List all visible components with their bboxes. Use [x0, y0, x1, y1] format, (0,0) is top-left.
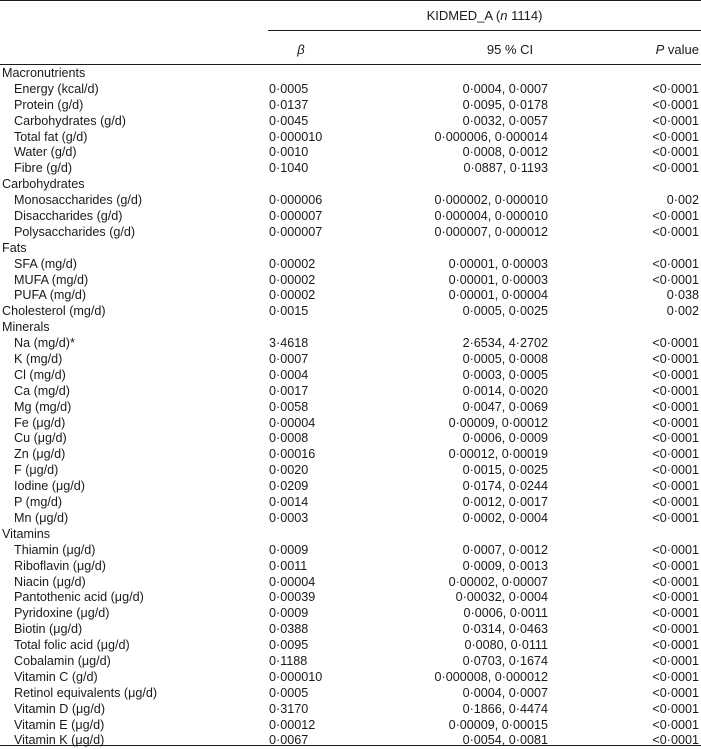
table-row — [0, 559, 701, 575]
row-p-value: <0·0001 — [652, 431, 699, 446]
row-beta: 0·0010 — [269, 145, 309, 160]
table-row — [0, 257, 701, 273]
row-label: Monosaccharides (g/d) — [14, 193, 143, 208]
row-p-value: <0·0001 — [652, 733, 699, 748]
table-row — [0, 193, 701, 209]
row-p-value: <0·0001 — [652, 224, 699, 239]
row-beta: 0·000007 — [269, 224, 323, 239]
row-beta: 0·1040 — [269, 161, 309, 176]
row-beta: 0·000010 — [269, 669, 323, 684]
row-p-value: <0·0001 — [652, 336, 699, 351]
beta-column-header: β — [297, 42, 305, 57]
table-row — [0, 447, 701, 463]
row-beta: 0·0067 — [269, 733, 309, 748]
table-row — [0, 638, 701, 654]
table-row — [0, 352, 701, 368]
row-ci: 0·00009, 0·00012 — [448, 415, 548, 430]
row-label: Pyridoxine (μg/d) — [14, 606, 110, 621]
row-p-value: 0·002 — [666, 304, 699, 319]
p-value-column-header — [656, 42, 699, 58]
row-p-value: <0·0001 — [652, 685, 699, 700]
row-label: Minerals — [2, 320, 50, 335]
row-label: Riboflavin (μg/d) — [14, 558, 106, 573]
row-ci: 0·000002, 0·000010 — [434, 193, 548, 208]
row-ci: 0·00012, 0·00019 — [448, 447, 548, 462]
table-row — [0, 590, 701, 606]
row-ci: 0·00009, 0·00015 — [448, 717, 548, 732]
table-row — [0, 543, 701, 559]
group-header-prefix: KIDMED_A ( — [426, 8, 501, 23]
row-p-value: <0·0001 — [652, 479, 699, 494]
row-label: Energy (kcal/d) — [14, 81, 99, 96]
row-p-value: <0·0001 — [652, 717, 699, 732]
row-beta: 0·0015 — [269, 304, 309, 319]
table-row — [0, 463, 701, 479]
row-beta: 0·00016 — [269, 447, 316, 462]
row-label: Total fat (g/d) — [14, 129, 88, 144]
row-ci: 0·0047, 0·0069 — [462, 399, 548, 414]
table-row — [0, 98, 701, 114]
row-beta: 0·1188 — [269, 653, 308, 668]
row-beta: 0·000010 — [269, 129, 323, 144]
table-row — [0, 416, 701, 432]
table-row — [0, 654, 701, 670]
row-ci: 0·000008, 0·000012 — [434, 669, 548, 684]
row-ci: 0·0003, 0·0005 — [462, 367, 548, 382]
row-ci: 0·0095, 0·0178 — [462, 97, 548, 112]
row-label: Cu (μg/d) — [14, 431, 67, 446]
row-label: Macronutrients — [2, 66, 86, 80]
row-label: Fats — [2, 240, 27, 255]
row-label: Vitamins — [2, 526, 51, 541]
row-label: PUFA (mg/d) — [14, 288, 87, 303]
row-beta: 0·00002 — [269, 256, 316, 271]
row-ci: 0·0032, 0·0057 — [462, 113, 548, 128]
row-p-value: <0·0001 — [652, 669, 699, 684]
table-row — [0, 130, 701, 146]
table-row — [0, 702, 701, 718]
table-row — [0, 622, 701, 638]
row-label: Ca (mg/d) — [14, 383, 70, 398]
row-beta: 3·4618 — [269, 336, 309, 351]
table-row — [0, 368, 701, 384]
group-header-n: n — [500, 8, 508, 23]
row-beta: 0·0003 — [269, 510, 309, 525]
table-row — [0, 82, 701, 98]
row-p-value: <0·0001 — [652, 463, 699, 478]
row-p-value: <0·0001 — [652, 638, 699, 653]
row-ci: 0·0006, 0·0011 — [463, 606, 548, 621]
row-ci: 0·0002, 0·0004 — [462, 510, 548, 525]
table-body — [0, 66, 701, 749]
row-label: MUFA (mg/d) — [14, 272, 89, 287]
row-beta: 0·0045 — [269, 113, 309, 128]
row-p-value: <0·0001 — [652, 622, 699, 637]
row-beta: 0·0005 — [269, 81, 309, 96]
row-ci: 0·0005, 0·0008 — [462, 352, 548, 367]
row-ci: 0·000007, 0·000012 — [434, 224, 548, 239]
row-label: Na (mg/d)* — [14, 336, 75, 351]
row-label: Protein (g/d) — [14, 97, 84, 112]
row-beta: 0·0058 — [269, 399, 309, 414]
table-section-row — [0, 66, 701, 82]
row-beta: 0·00012 — [269, 717, 316, 732]
table-row — [0, 273, 701, 289]
row-ci: 0·0174, 0·0244 — [462, 479, 548, 494]
table-row — [0, 670, 701, 686]
row-label: K (mg/d) — [14, 352, 63, 367]
table-section-row — [0, 177, 701, 193]
row-p-value: <0·0001 — [652, 574, 699, 589]
row-label: Vitamin C (g/d) — [14, 669, 98, 684]
row-p-value: <0·0001 — [652, 399, 699, 414]
table-row — [0, 511, 701, 527]
row-beta: 0·0020 — [269, 463, 309, 478]
table-row — [0, 606, 701, 622]
row-ci: 0·0014, 0·0020 — [462, 383, 548, 398]
row-p-value: 0·038 — [666, 288, 699, 303]
row-beta: 0·3170 — [269, 701, 309, 716]
row-ci: 0·0015, 0·0025 — [462, 463, 548, 478]
row-p-value: <0·0001 — [652, 209, 699, 224]
row-label: Mn (μg/d) — [14, 510, 69, 525]
row-beta: 0·0005 — [269, 685, 309, 700]
row-label: Water (g/d) — [14, 145, 77, 160]
row-ci: 0·00002, 0·00007 — [448, 574, 548, 589]
row-beta: 0·0014 — [269, 495, 309, 510]
table-section-row — [0, 241, 701, 257]
row-ci: 0·0012, 0·0017 — [462, 495, 548, 510]
table-section-row — [0, 304, 701, 320]
row-label: Fibre (g/d) — [14, 161, 73, 176]
table-row — [0, 209, 701, 225]
row-beta: 0·0017 — [269, 383, 309, 398]
row-label: Pantothenic acid (μg/d) — [14, 590, 144, 605]
row-p-value: <0·0001 — [652, 145, 699, 160]
row-p-value: <0·0001 — [652, 447, 699, 462]
row-p-value: <0·0001 — [652, 606, 699, 621]
row-p-value: <0·0001 — [652, 510, 699, 525]
table-row — [0, 384, 701, 400]
row-p-value: <0·0001 — [652, 352, 699, 367]
row-label: Zn (μg/d) — [14, 447, 66, 462]
row-ci: 0·0314, 0·0463 — [462, 622, 548, 637]
row-p-value: <0·0001 — [652, 542, 699, 557]
row-label: Iodine (μg/d) — [14, 479, 85, 494]
row-p-value: <0·0001 — [652, 272, 699, 287]
row-p-value: <0·0001 — [652, 495, 699, 510]
row-label: Carbohydrates — [2, 177, 85, 192]
table-row — [0, 431, 701, 447]
table-row — [0, 114, 701, 130]
row-ci: 0·000006, 0·000014 — [434, 129, 548, 144]
table-row — [0, 575, 701, 591]
row-beta: 0·0008 — [269, 431, 309, 446]
row-label: Polysaccharides (g/d) — [14, 224, 136, 239]
row-beta: 0·0009 — [269, 606, 309, 621]
row-beta: 0·0137 — [269, 97, 309, 112]
row-label: Vitamin D (μg/d) — [14, 701, 106, 716]
row-ci: 0·0004, 0·0007 — [462, 685, 548, 700]
table-row — [0, 686, 701, 702]
table-row — [0, 718, 701, 734]
row-beta: 0·0095 — [269, 638, 309, 653]
row-ci: 0·0008, 0·0012 — [462, 145, 548, 160]
row-beta: 0·00004 — [269, 574, 316, 589]
row-ci: 0·00032, 0·0004 — [455, 590, 548, 605]
table-row — [0, 479, 701, 495]
row-p-value: <0·0001 — [652, 653, 699, 668]
row-beta: 0·000006 — [269, 193, 323, 208]
row-label: Retinol equivalents (μg/d) — [14, 685, 158, 700]
row-p-value: <0·0001 — [652, 113, 699, 128]
table-row — [0, 733, 701, 749]
row-label: Cl (mg/d) — [14, 367, 66, 382]
row-label: Niacin (μg/d) — [14, 574, 86, 589]
row-p-value: <0·0001 — [652, 367, 699, 382]
row-label: Thiamin (μg/d) — [14, 542, 96, 557]
row-ci: 0·00001, 0·00003 — [448, 272, 548, 287]
row-ci: 0·0006, 0·0009 — [462, 431, 548, 446]
header-bottom-rule — [0, 64, 701, 65]
row-ci: 0·0080, 0·0111 — [464, 638, 548, 653]
group-header-suffix: 1114) — [507, 8, 543, 23]
row-ci: 0·0054, 0·0081 — [462, 733, 548, 748]
row-p-value: 0·002 — [666, 193, 699, 208]
row-p-value: <0·0001 — [652, 161, 699, 176]
row-p-value: <0·0001 — [652, 256, 699, 271]
row-ci: 0·00001, 0·00003 — [448, 256, 548, 271]
row-label: Fe (μg/d) — [14, 415, 66, 430]
row-ci: 0·0703, 0·1674 — [462, 653, 548, 668]
table-row — [0, 145, 701, 161]
row-label: Vitamin K (μg/d) — [14, 733, 105, 748]
table-row — [0, 288, 701, 304]
row-beta: 0·000007 — [269, 209, 323, 224]
row-ci: 0·0009, 0·0013 — [462, 558, 548, 573]
p-value-header-p: P — [655, 42, 665, 57]
row-label: SFA (mg/d) — [14, 256, 77, 271]
row-p-value: <0·0001 — [652, 97, 699, 112]
row-p-value: <0·0001 — [652, 558, 699, 573]
table-top-rule — [0, 0, 701, 1]
table-section-row — [0, 320, 701, 336]
row-ci: 0·1866, 0·4474 — [462, 701, 548, 716]
p-value-header-rest: value — [664, 42, 699, 57]
row-beta: 0·00002 — [269, 288, 316, 303]
row-p-value: <0·0001 — [652, 129, 699, 144]
row-label: Vitamin E (μg/d) — [14, 717, 105, 732]
table-row — [0, 225, 701, 241]
row-label: Carbohydrates (g/d) — [14, 113, 126, 128]
table-row — [0, 336, 701, 352]
row-ci: 0·0004, 0·0007 — [462, 81, 548, 96]
row-p-value: <0·0001 — [652, 383, 699, 398]
row-beta: 0·00004 — [269, 415, 316, 430]
table-bottom-rule — [0, 745, 701, 746]
table-row — [0, 161, 701, 177]
row-ci: 0·0887, 0·1193 — [463, 161, 548, 176]
group-header — [268, 8, 701, 24]
row-beta: 0·0004 — [269, 367, 309, 382]
row-p-value: <0·0001 — [652, 81, 699, 96]
row-p-value: <0·0001 — [652, 701, 699, 716]
row-label: P (mg/d) — [14, 495, 63, 510]
table-section-row — [0, 527, 701, 543]
row-label: Mg (mg/d) — [14, 399, 72, 414]
row-label: Cobalamin (μg/d) — [14, 653, 111, 668]
row-beta: 0·0011 — [269, 558, 308, 573]
row-beta: 0·00002 — [269, 272, 316, 287]
row-ci: 0·00001, 0·00004 — [448, 288, 548, 303]
row-label: Biotin (μg/d) — [14, 622, 83, 637]
row-ci: 0·0005, 0·0025 — [462, 304, 548, 319]
row-ci: 0·0007, 0·0012 — [462, 542, 548, 557]
ci-column-header: 95 % CI — [486, 42, 534, 57]
row-p-value: <0·0001 — [652, 415, 699, 430]
row-p-value: <0·0001 — [652, 590, 699, 605]
table-row — [0, 495, 701, 511]
group-header-span-rule — [268, 30, 701, 31]
row-beta: 0·0009 — [269, 542, 309, 557]
row-beta: 0·0388 — [269, 622, 309, 637]
table-row — [0, 400, 701, 416]
row-label: Total folic acid (μg/d) — [14, 638, 130, 653]
row-ci: 2·6534, 4·2702 — [462, 336, 548, 351]
row-label: F (μg/d) — [14, 463, 59, 478]
row-beta: 0·0007 — [269, 352, 309, 367]
row-label: Disaccharides (g/d) — [14, 209, 123, 224]
row-beta: 0·00039 — [269, 590, 316, 605]
row-ci: 0·000004, 0·000010 — [434, 209, 548, 224]
row-beta: 0·0209 — [269, 479, 309, 494]
row-label: Cholesterol (mg/d) — [2, 304, 106, 319]
